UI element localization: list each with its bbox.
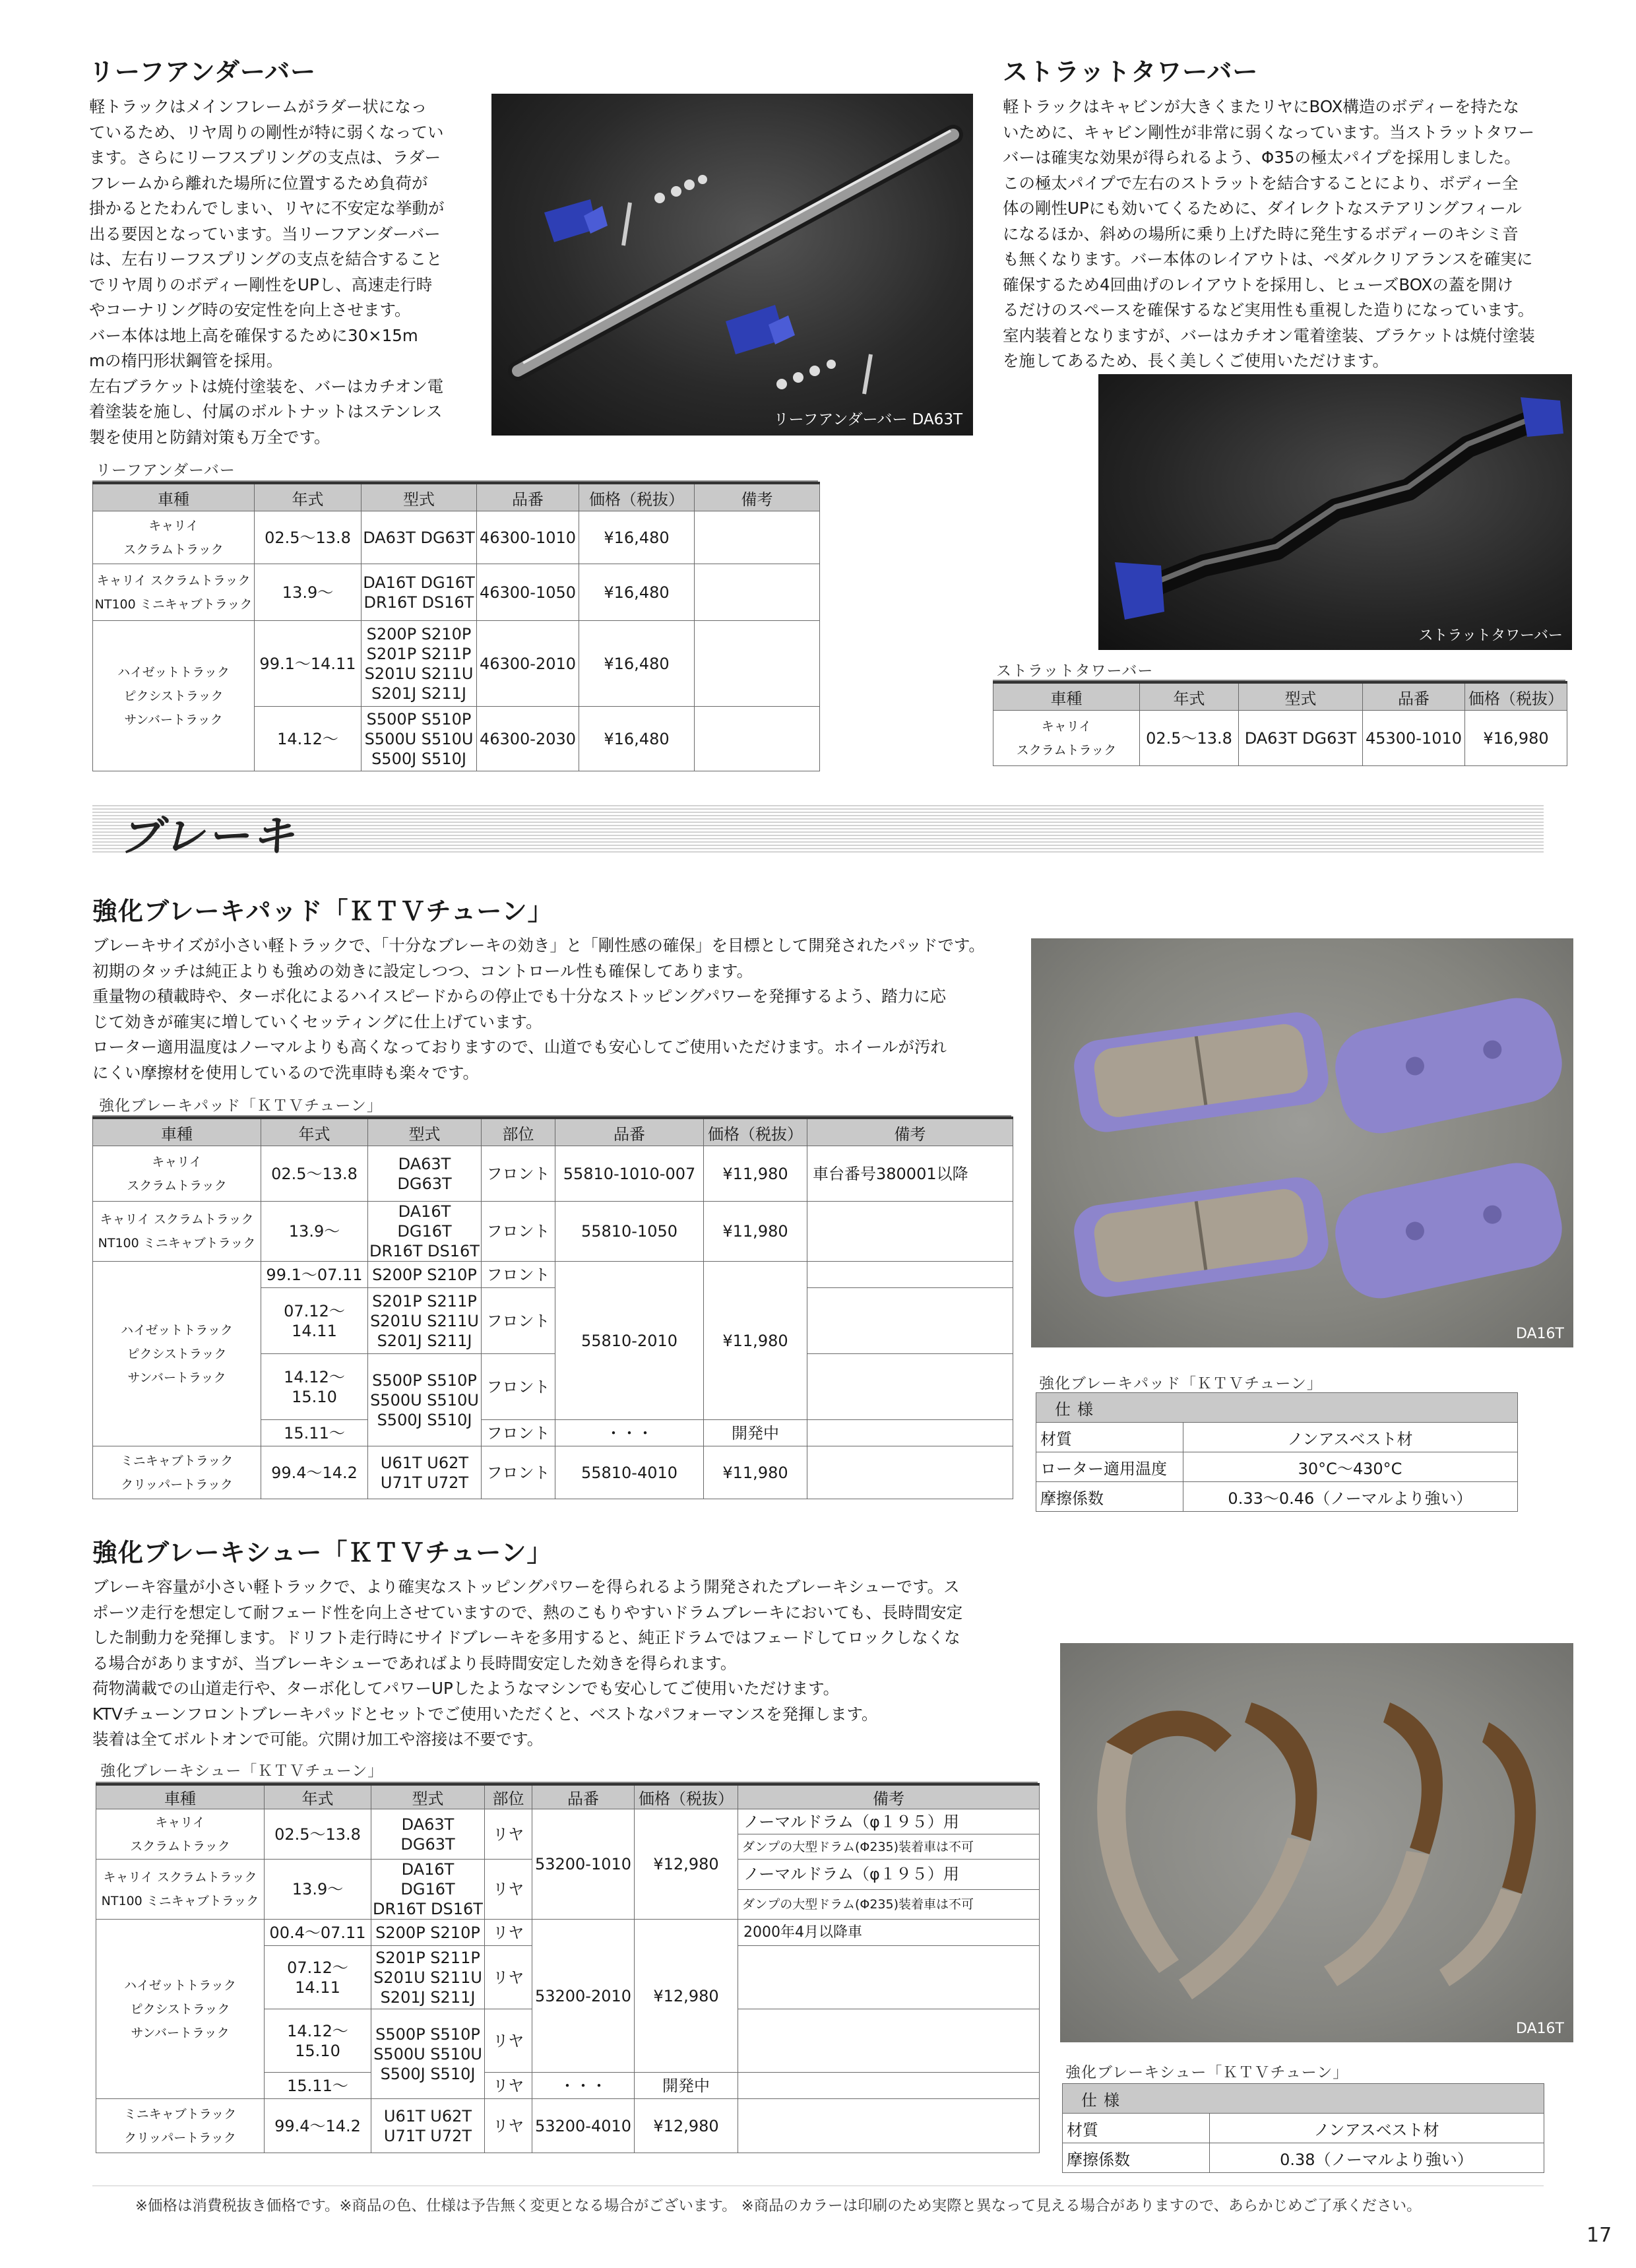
table-row: [993, 711, 1567, 766]
year-cell: 02.5〜13.8: [255, 511, 362, 564]
leaf-under-bar-table-caption: リーフアンダーバー: [96, 462, 236, 479]
position-cell: リヤ: [485, 2009, 532, 2073]
strut-tower-bar-table: [993, 681, 1567, 766]
note-cell: [738, 2099, 1040, 2153]
brake-section-band: [92, 805, 1544, 854]
year-cell: 99.4〜14.2: [265, 2099, 371, 2153]
year-cell: 99.1〜14.11: [255, 621, 362, 707]
strut-tower-bar-photo-caption: ストラットタワーバー: [1418, 628, 1563, 644]
model-code-cell: DA63T DG63T: [368, 1146, 482, 1202]
note-cell: [807, 1288, 1013, 1354]
brake-pad-photo: [1031, 938, 1573, 1347]
year-cell: 02.5〜13.8: [265, 1809, 371, 1860]
price-cell: ¥12,980: [635, 1809, 738, 1920]
table-row: [93, 511, 820, 564]
spec-row: [1036, 1452, 1518, 1482]
brake-pad-table: [92, 1117, 1013, 1499]
position-cell: リヤ: [485, 2099, 532, 2153]
position-cell: リヤ: [485, 2073, 532, 2099]
car-model-cell: キャリイ スクラムトラック: [96, 1809, 265, 1860]
car-model-cell: ハイゼットトラック ピクシストラック サンバートラック: [93, 621, 255, 771]
spec-header-row: [1063, 2084, 1544, 2114]
part-number-cell: 55810-4010: [555, 1446, 704, 1499]
note-cell: 2000年4月以降車: [738, 1920, 1040, 1946]
table-row: [96, 1920, 1040, 1946]
price-cell: ¥11,980: [704, 1146, 807, 1202]
page-number: 17: [1587, 2224, 1612, 2247]
col-header: 部位: [482, 1118, 555, 1146]
col-header: 車種: [93, 1118, 261, 1146]
car-model-cell: ミニキャブトラック クリッパートラック: [96, 2099, 265, 2153]
price-cell: ¥16,480: [579, 707, 695, 771]
model-code-cell: S201P S211P S201U S211U S201J S211J: [368, 1288, 482, 1354]
model-code-cell: S500P S510P S500U S510U S500J S510J: [371, 2009, 485, 2099]
note-cell: [695, 621, 820, 707]
position-cell: リヤ: [485, 1920, 532, 1946]
spec-value: 0.33〜0.46（ノーマルより強い）: [1183, 1482, 1518, 1512]
table-row: [96, 2099, 1040, 2153]
brake-section-title: ブレーキ: [119, 812, 297, 861]
brake-pad-illustration: [1031, 938, 1573, 1347]
position-cell: フロント: [482, 1288, 555, 1354]
note-cell: ノーマルドラム（φ１９５）用: [738, 1809, 1040, 1834]
model-code-cell: U61T U62T U71T U72T: [371, 2099, 485, 2153]
part-number-cell: 53200-4010: [532, 2099, 635, 2153]
price-cell: ¥16,480: [579, 621, 695, 707]
model-code-cell: S200P S210P: [371, 1920, 485, 1946]
part-number-cell: 53200-1010: [532, 1809, 635, 1920]
col-header: 車種: [96, 1784, 265, 1809]
spec-value: ノンアスベスト材: [1210, 2114, 1544, 2143]
part-number-cell: 55810-2010: [555, 1262, 704, 1420]
position-cell: リヤ: [485, 1860, 532, 1920]
note-cell: ダンプの大型ドラム(Φ235)装着車は不可: [738, 1889, 1040, 1920]
model-code-cell: DA63T DG63T: [362, 511, 477, 564]
brake-pad-photo-caption: DA16T: [1515, 1326, 1564, 1342]
model-code-cell: DA16T DG16T DR16T DS16T: [371, 1860, 485, 1920]
car-model-cell: ハイゼットトラック ピクシストラック サンバートラック: [93, 1262, 261, 1446]
brake-pad-description: ブレーキサイズが小さい軽トラックで、「十分なブレーキの効き」と「剛性感の確保」を目標として開発されたパッドです。 初期のタッチは純正よりも強めの効きに設定しつつ、コントロール性も確保してあります。 重量物の積載時や、ターボ化によるハイスピードからの停止でも十分なストッピングパワーを発揮するよう、踏力に応 じて効きが確実に増していくセッティングに仕上げています。 ローター適用温度はノーマルよりも高くなっておりますので、山道でも安心してご使用いただけます。ホイールが汚れ にくい摩擦材を使用しているので洗車時も楽々です。: [92, 936, 985, 1082]
col-header: 年式: [261, 1118, 368, 1146]
note-cell: 車台番号380001以降: [807, 1146, 1013, 1202]
part-number-cell: 55810-1010-007: [555, 1146, 704, 1202]
model-code-cell: U61T U62T U71T U72T: [368, 1446, 482, 1499]
part-number-cell: 46300-2030: [477, 707, 579, 771]
brake-shoe-heading: 強化ブレーキシュー「ＫＴＶチューン」: [92, 1538, 553, 1567]
col-header: 価格（税抜）: [1465, 682, 1567, 711]
year-cell: 02.5〜13.8: [261, 1146, 368, 1202]
spec-key: ローター適用温度: [1036, 1452, 1183, 1482]
leaf-under-bar-photo: [491, 94, 973, 436]
note-cell: [695, 564, 820, 621]
spec-key: 材質: [1063, 2114, 1210, 2143]
table-row: [93, 1446, 1013, 1499]
position-cell: フロント: [482, 1446, 555, 1499]
position-cell: フロント: [482, 1420, 555, 1446]
position-cell: フロント: [482, 1202, 555, 1262]
strut-tower-bar-photo: [1098, 374, 1572, 650]
position-cell: フロント: [482, 1262, 555, 1288]
spec-header-row: [1036, 1393, 1518, 1423]
table-header-row: [93, 483, 820, 511]
year-cell: 13.9〜: [261, 1202, 368, 1262]
car-model-cell: ミニキャブトラック クリッパートラック: [93, 1446, 261, 1499]
year-cell: 02.5〜13.8: [1140, 711, 1239, 766]
price-cell: ¥12,980: [635, 1920, 738, 2073]
part-number-cell: 45300-1010: [1363, 711, 1465, 766]
note-cell: [807, 1202, 1013, 1262]
col-header: 型式: [362, 483, 477, 511]
car-model-cell: キャリイ スクラムトラック: [993, 711, 1140, 766]
note-cell: ダンプの大型ドラム(Φ235)装着車は不可: [738, 1834, 1040, 1860]
col-header: 品番: [1363, 682, 1465, 711]
price-cell: ¥16,980: [1465, 711, 1567, 766]
part-number-cell: 46300-2010: [477, 621, 579, 707]
brake-shoe-spec-table: [1062, 2083, 1544, 2173]
car-model-cell: キャリイ スクラムトラック: [93, 511, 255, 564]
brake-pad-heading: 強化ブレーキパッド「ＫＴＶチューン」: [92, 897, 553, 926]
leaf-under-bar-table: [92, 482, 820, 771]
year-cell: 14.12〜: [255, 707, 362, 771]
year-cell: 07.12〜14.11: [261, 1288, 368, 1354]
col-header: 型式: [368, 1118, 482, 1146]
price-cell: ¥11,980: [704, 1446, 807, 1499]
year-cell: 14.12〜15.10: [265, 2009, 371, 2073]
year-cell: 13.9〜: [265, 1860, 371, 1920]
brake-pad-spec-table: [1036, 1392, 1518, 1512]
spec-value: 0.38（ノーマルより強い）: [1210, 2143, 1544, 2173]
strut-tower-bar-heading: ストラットタワーバー: [1003, 57, 1259, 86]
spec-key: 摩擦係数: [1036, 1482, 1183, 1512]
model-code-cell: S500P S510P S500U S510U S500J S510J: [368, 1354, 482, 1446]
part-number-cell: 46300-1010: [477, 511, 579, 564]
table-header-row: [96, 1784, 1040, 1809]
car-model-cell: キャリイ スクラムトラック NT100 ミニキャブトラック: [96, 1860, 265, 1920]
part-number-cell: 46300-1050: [477, 564, 579, 621]
spec-row: [1036, 1423, 1518, 1452]
price-cell: ¥11,980: [704, 1262, 807, 1420]
col-header: 品番: [477, 483, 579, 511]
note-cell: [807, 1446, 1013, 1499]
col-header: 品番: [532, 1784, 635, 1809]
brake-shoe-table: [96, 1783, 1040, 2153]
spec-header: 仕様: [1036, 1393, 1518, 1423]
position-cell: リヤ: [485, 1809, 532, 1860]
brake-pad-spec-caption: 強化ブレーキパッド「ＫＴＶチューン」: [1039, 1375, 1323, 1392]
note-cell: [807, 1262, 1013, 1288]
brake-shoe-photo-caption: DA16T: [1515, 2021, 1564, 2037]
position-cell: フロント: [482, 1146, 555, 1202]
col-header: 車種: [993, 682, 1140, 711]
leaf-under-bar-photo-caption: リーフアンダーバー DA63T: [773, 411, 962, 428]
model-code-cell: DA16T DG16T DR16T DS16T: [368, 1202, 482, 1262]
model-code-cell: S500P S510P S500U S510U S500J S510J: [362, 707, 477, 771]
price-cell: ¥16,480: [579, 511, 695, 564]
year-cell: 14.12〜15.10: [261, 1354, 368, 1420]
part-number-cell: 55810-1050: [555, 1202, 704, 1262]
col-header: 備考: [738, 1784, 1040, 1809]
price-cell: 開発中: [704, 1420, 807, 1446]
col-header: 備考: [695, 483, 820, 511]
brake-shoe-illustration: [1060, 1643, 1573, 2042]
car-model-cell: キャリイ スクラムトラック: [93, 1146, 261, 1202]
brake-shoe-spec-caption: 強化ブレーキシュー「ＫＴＶチューン」: [1065, 2064, 1349, 2081]
col-header: 型式: [371, 1784, 485, 1809]
note-cell: [807, 1354, 1013, 1420]
note-cell: [695, 707, 820, 771]
col-header: 年式: [1140, 682, 1239, 711]
brake-pad-table-caption: 強化ブレーキパッド「ＫＴＶチューン」: [99, 1097, 383, 1115]
part-number-cell: 53200-2010: [532, 1920, 635, 2073]
price-cell: ¥11,980: [704, 1202, 807, 1262]
col-header: 年式: [255, 483, 362, 511]
part-number-cell: ・・・: [555, 1420, 704, 1446]
spec-key: 摩擦係数: [1063, 2143, 1210, 2173]
brake-shoe-photo: [1060, 1643, 1573, 2042]
col-header: 備考: [807, 1118, 1013, 1146]
model-code-cell: S200P S210P: [368, 1262, 482, 1288]
col-header: 価格（税抜）: [635, 1784, 738, 1809]
spec-header: 仕様: [1063, 2084, 1544, 2114]
table-row: [93, 1202, 1013, 1262]
table-header-row: [993, 682, 1567, 711]
year-cell: 15.11〜: [261, 1420, 368, 1446]
year-cell: 99.4〜14.2: [261, 1446, 368, 1499]
brake-shoe-description: ブレーキ容量が小さい軽トラックで、より確実なストッピングパワーを得られるよう開発されたブレーキシューです。ス ポーツ走行を想定して耐フェード性を向上させていますので、熱のこもりやすいドラムブレーキにおいても、長時間安定 した制動力を発揮します。ドリフト走行時にサイドブレーキを多用すると、純正ドラムではフェードしてロックしなくな る場合がありますが、当ブレーキシューであればより長時間安定した効きを得られます。 荷物満載での山道走行や、ターボ化してパワーUPしたようなマシンでも安心してご使用いただけます。 KTVチューンフロントブレーキパッドとセットでご使用いただくと、ベストなパフォーマンスを発揮します。 装着は全てボルトオンで可能。穴開け加工や溶接は不要です。: [92, 1577, 963, 1749]
spec-row: [1063, 2143, 1544, 2173]
year-cell: 99.1〜07.11: [261, 1262, 368, 1288]
model-code-cell: DA63T DG63T: [1239, 711, 1363, 766]
model-code-cell: S201P S211P S201U S211U S201J S211J: [371, 1946, 485, 2009]
leaf-under-bar-heading: リーフアンダーバー: [89, 57, 317, 86]
strut-tower-bar-description: 軽トラックはキャビンが大きくまたリヤにBOX構造のボディーを持たな いために、キャビン剛性が非常に弱くなっています。当ストラットタワー バーは確実な効果が得られるよう、Φ35の極太パイプを採用しました。 この極太パイプで左右のストラットを結合することにより、ボディー全 体の剛性UPにも効いてくるために、ダイレクトなステアリングフィール になるほか、斜めの場所に乗り上げた時に発生するボディーのキシミ音 も無くなります。バー本体のレイアウトは、ペダルクリアランスを確実に 確保するため4回曲げのレイアウトを採用し、ヒューズBOXの蓋を開け るだけのスペースを確保するなど実用性も重視した造りになっています。 室内装着となりますが、バーはカチオン電着塗装、ブラケットは焼付塗装 を施してあるため、長く美しくご使用いただけます。: [1003, 97, 1535, 370]
table-row: [93, 1262, 1013, 1288]
col-header: 年式: [265, 1784, 371, 1809]
car-model-cell: キャリイ スクラムトラック NT100 ミニキャブトラック: [93, 564, 255, 621]
col-header: 車種: [93, 483, 255, 511]
spec-value: 30°C〜430°C: [1183, 1452, 1518, 1482]
brake-shoe-table-caption: 強化ブレーキシュー「ＫＴＶチューン」: [100, 1763, 384, 1780]
strut-tower-bar-illustration: [1098, 374, 1572, 650]
col-header: 価格（税抜）: [704, 1118, 807, 1146]
table-row: [93, 564, 820, 621]
spec-row: [1063, 2114, 1544, 2143]
model-code-cell: DA63T DG63T: [371, 1809, 485, 1860]
strut-tower-bar-table-caption: ストラットタワーバー: [996, 663, 1154, 680]
spec-key: 材質: [1036, 1423, 1183, 1452]
spec-value: ノンアスベスト材: [1183, 1423, 1518, 1452]
model-code-cell: S200P S210P S201P S211P S201U S211U S201J S211J: [362, 621, 477, 707]
year-cell: 07.12〜14.11: [265, 1946, 371, 2009]
leaf-under-bar-illustration: [491, 94, 973, 436]
note-cell: [738, 2009, 1040, 2073]
table-row: [93, 621, 820, 707]
model-code-cell: DA16T DG16T DR16T DS16T: [362, 564, 477, 621]
col-header: 価格（税抜）: [579, 483, 695, 511]
price-cell: 開発中: [635, 2073, 738, 2099]
year-cell: 13.9〜: [255, 564, 362, 621]
car-model-cell: キャリイ スクラムトラック NT100 ミニキャブトラック: [93, 1202, 261, 1262]
table-header-row: [93, 1118, 1013, 1146]
price-cell: ¥12,980: [635, 2099, 738, 2153]
note-cell: [738, 1946, 1040, 2009]
part-number-cell: ・・・: [532, 2073, 635, 2099]
note-cell: ノーマルドラム（φ１９５）用: [738, 1860, 1040, 1890]
col-header: 品番: [555, 1118, 704, 1146]
leaf-under-bar-description: 軽トラックはメインフレームがラダー状になっ ているため、リヤ周りの剛性が特に弱くなってい ます。さらにリーフスプリングの支点は、ラダー フレームから離れた場所に位置するため負荷が 掛かるとたわんでしまい、リヤに不安定な挙動が 出る要因となっています。当リーフアンダーバー は、左右リーフスプリングの支点を結合すること でリヤ周りのボディー剛性をUPし、高速走行時 やコーナリング時の安定性を向上させます。 バー本体は地上高を確保するために30×15m mの楕円形状鋼管を採用。 左右ブラケットは焼付塗装を、バーはカチオン電 着塗装を施し、付属のボルトナットはステンレス 製を使用と防錆対策も万全です。: [89, 97, 445, 447]
position-cell: リヤ: [485, 1946, 532, 2009]
year-cell: 00.4〜07.11: [265, 1920, 371, 1946]
note-cell: [738, 2073, 1040, 2099]
position-cell: フロント: [482, 1354, 555, 1420]
footnote: ※価格は消費税抜き価格です。※商品の色、仕様は予告無く変更となる場合がございます。 ※商品のカラーは印刷のため実際と異なって見える場合がありますので、あらかじめご了承ください。: [135, 2197, 1422, 2215]
col-header: 型式: [1239, 682, 1363, 711]
col-header: 部位: [485, 1784, 532, 1809]
note-cell: [807, 1420, 1013, 1446]
car-model-cell: ハイゼットトラック ピクシストラック サンバートラック: [96, 1920, 265, 2099]
note-cell: [695, 511, 820, 564]
year-cell: 15.11〜: [265, 2073, 371, 2099]
table-row: [93, 1146, 1013, 1202]
table-row: [96, 1809, 1040, 1834]
price-cell: ¥16,480: [579, 564, 695, 621]
spec-row: [1036, 1482, 1518, 1512]
